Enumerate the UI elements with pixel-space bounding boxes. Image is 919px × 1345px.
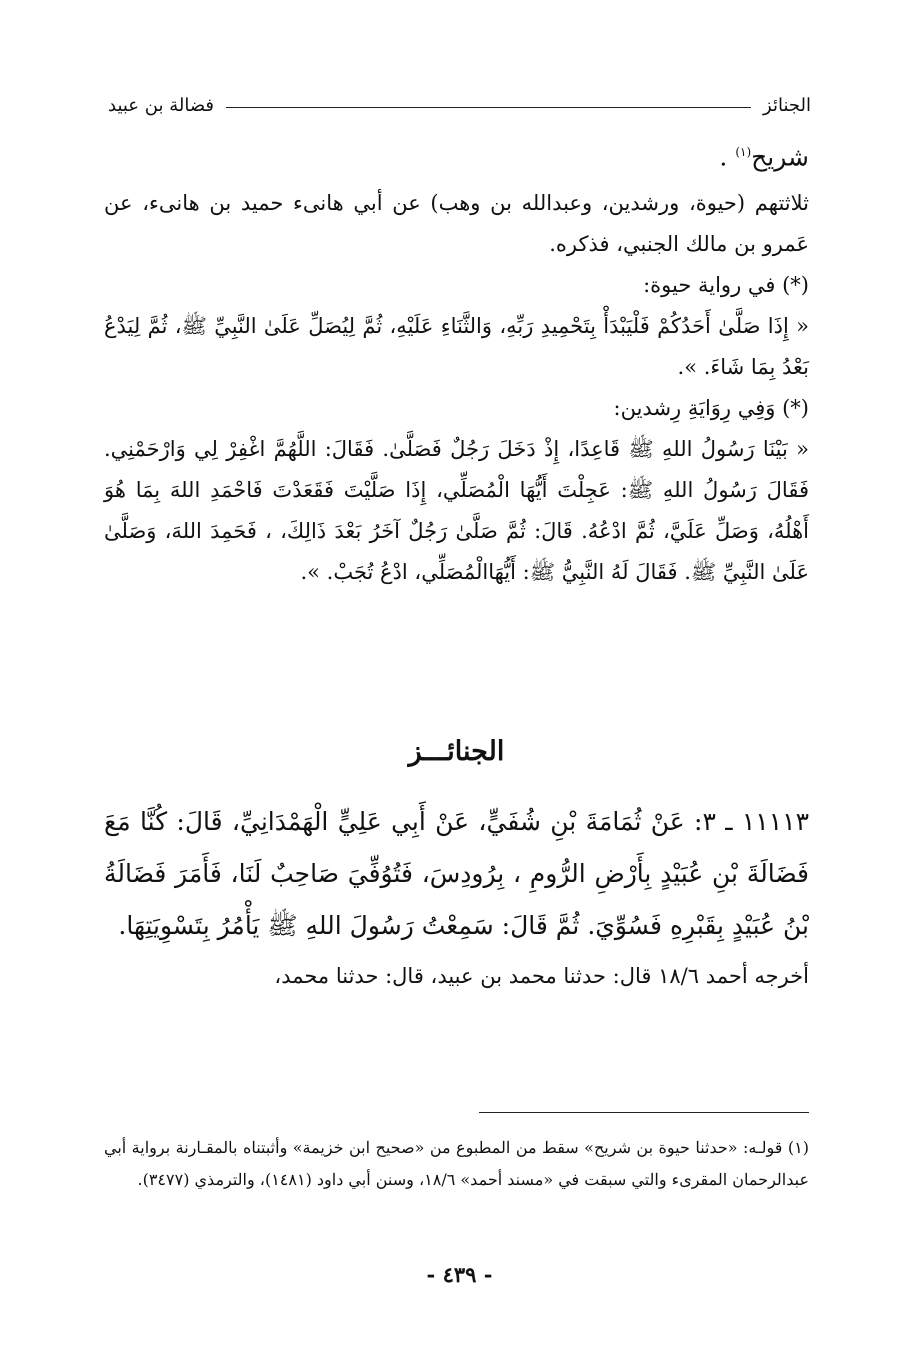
narration-chain: ثلاثتهم (حيوة، ورشدين، وعبدالله بن وهب) عن أبي هانىء حميد بن هانىء، عن عَمرو بن مالك الجنبي، فذكره. bbox=[104, 191, 809, 257]
footnotes bbox=[104, 1132, 809, 1196]
running-header bbox=[108, 92, 811, 118]
variant-text-rishdin: « بَيْنَا رَسُولُ اللهِ ﷺ قَاعِدًا، إِذْ دَخَلَ رَجُلٌ فَصَلَّىٰ. فَقَالَ: اللَّهُمَّ اغْفِرْ لِي وَارْحَمْنِي. فَقَالَ رَسُولُ اللهِ ﷺ: عَجِلْتَ أَيُّهَا الْمُصَلِّي، إِذَا صَلَّيْتَ فَقَعَدْتَ فَاحْمَدِ اللهَ بِمَا هُوَ أَهْلُهُ، وَصَلِّ عَلَيَّ، ثُمَّ ادْعُهُ. قَالَ: ثُمَّ صَلَّىٰ رَجُلٌ آخَرُ بَعْدَ ذَالِكَ، ، فَحَمِدَ اللهَ، وَصَلَّىٰ عَلَىٰ النَّبِيِّ ﷺ. فَقَالَ لَهُ النَّبِيُّ ﷺ: أَيُّهَاالْمُصَلِّي، ادْعُ تُجَبْ. ». bbox=[104, 437, 809, 585]
footnote-ref: (١) bbox=[735, 145, 752, 159]
takhrij-text: أخرجه أحمد ١٨/٦ قال: حدثنا محمد بن عبيد، قال: حدثنا محمد، bbox=[274, 964, 809, 988]
continuation-word: شريح bbox=[751, 142, 809, 172]
hadith-text: ١١١١٣ ـ ٣: عَنْ ثُمَامَةَ بْنِ شُفَيٍّ، عَنْ أَبِي عَلِيٍّ الْهَمْدَانِيِّ، قَالَ: كُنَّا مَعَ فَضَالَةَ بْنِ عُبَيْدٍ بِأَرْضِ الرُّومِ ، بِرُودِسَ، فَتُوُفِّيَ صَاحِبٌ لَنَا، فَأَمَرَ فَضَالَةُ بْنُ عُبَيْدٍ بِقَبْرِهِ فَسُوِّيَ. ثُمَّ قَالَ: سَمِعْتُ رَسُولَ اللهِ ﷺ يَأْمُرُ بِتَسْوِيَتِهَا. bbox=[104, 807, 810, 940]
header-chapter: الجنائز bbox=[763, 94, 811, 116]
page-number: - ٤٣٩ - bbox=[426, 1262, 493, 1287]
footnote-rule bbox=[479, 1112, 809, 1113]
variant-heading-hayweh: (*) في رواية حيوة: bbox=[643, 273, 809, 298]
top-text-block bbox=[104, 126, 809, 593]
footnote-1: (١) قولـه: «حدثنا حيوة بن شريح» سقط من المطبوع من «صحيح ابن خزيمة» وأثبتناه بالمقـارنة برواية أبي عبدالرحمان المقرىء والتي سبقت في «مسند أحمد» ١٨/٦، وسنن أبي داود (١٤٨١)، والترمذي (٣٤٧٧). bbox=[104, 1138, 809, 1189]
header-narrator: فضالة بن عبيد bbox=[108, 94, 215, 116]
variant-heading-rishdin: (*) وَفِي رِوَايَةِ رِشدين: bbox=[613, 396, 809, 421]
continuation-line bbox=[104, 126, 809, 183]
header-rule bbox=[226, 107, 751, 108]
variant-text-hayweh: « إِذَا صَلَّىٰ أَحَدُكُمْ فَلْيَبْدَأْ بِتَحْمِيدِ رَبِّهِ، وَالثَّنَاءِ عَلَيْهِ، ثُمَّ لِيُصَلِّ عَلَىٰ النَّبِيِّ ﷺ، ثُمَّ لِيَدْعُ بَعْدُ بِمَا شَاءَ. ». bbox=[104, 314, 809, 380]
section-title: الجنائـــز bbox=[408, 736, 505, 767]
continuation-end: . bbox=[719, 142, 728, 172]
hadith-block bbox=[104, 796, 809, 997]
